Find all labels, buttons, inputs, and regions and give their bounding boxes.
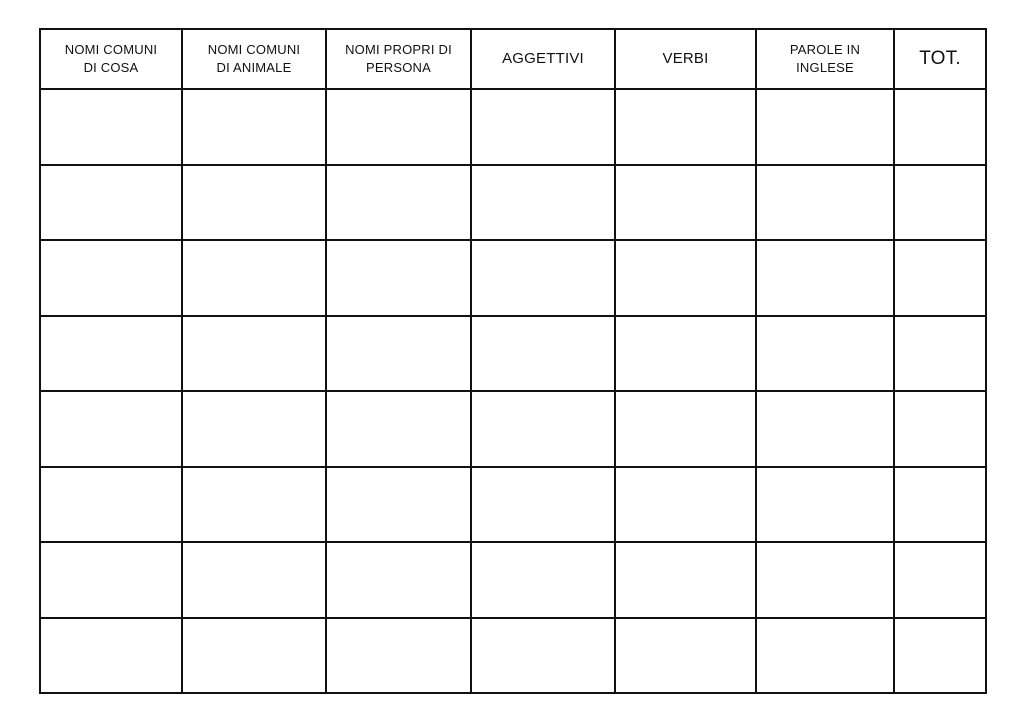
worksheet xyxy=(39,28,985,694)
table-cell[interactable] xyxy=(40,316,182,392)
table-cell[interactable] xyxy=(894,391,986,467)
table-cell[interactable] xyxy=(40,165,182,241)
header-nomi-comuni-di-animale: NOMI COMUNI DI ANIMALE xyxy=(182,29,326,89)
table-cell[interactable] xyxy=(326,240,471,316)
header-nomi-comuni-di-cosa: NOMI COMUNI DI COSA xyxy=(40,29,182,89)
header-row xyxy=(40,29,986,89)
table-cell[interactable] xyxy=(615,618,756,694)
table-cell[interactable] xyxy=(615,391,756,467)
table-cell[interactable] xyxy=(471,542,615,618)
table-cell[interactable] xyxy=(615,165,756,241)
table-cell[interactable] xyxy=(471,618,615,694)
table-cell[interactable] xyxy=(471,316,615,392)
table-row xyxy=(40,542,986,618)
table-cell[interactable] xyxy=(326,316,471,392)
header-nomi-propri-di-persona: NOMI PROPRI DI PERSONA xyxy=(326,29,471,89)
table-cell[interactable] xyxy=(326,89,471,165)
table-cell[interactable] xyxy=(756,316,894,392)
table-cell[interactable] xyxy=(756,542,894,618)
table-cell[interactable] xyxy=(894,165,986,241)
table-cell[interactable] xyxy=(615,467,756,543)
table-row xyxy=(40,467,986,543)
table-cell[interactable] xyxy=(894,316,986,392)
table-cell[interactable] xyxy=(471,391,615,467)
table-cell[interactable] xyxy=(40,542,182,618)
table-cell[interactable] xyxy=(894,618,986,694)
table-row xyxy=(40,240,986,316)
table-cell[interactable] xyxy=(756,618,894,694)
table-cell[interactable] xyxy=(182,165,326,241)
table-cell[interactable] xyxy=(756,467,894,543)
table-row xyxy=(40,89,986,165)
table-cell[interactable] xyxy=(756,391,894,467)
table-row xyxy=(40,165,986,241)
table-cell[interactable] xyxy=(894,542,986,618)
table-cell[interactable] xyxy=(182,618,326,694)
table-body xyxy=(40,89,986,693)
table-row xyxy=(40,316,986,392)
table-cell[interactable] xyxy=(40,89,182,165)
table-cell[interactable] xyxy=(471,89,615,165)
table-cell[interactable] xyxy=(471,467,615,543)
table-cell[interactable] xyxy=(326,467,471,543)
table-cell[interactable] xyxy=(471,240,615,316)
table-cell[interactable] xyxy=(326,542,471,618)
table-cell[interactable] xyxy=(615,89,756,165)
table-cell[interactable] xyxy=(182,391,326,467)
table-row xyxy=(40,391,986,467)
table-cell[interactable] xyxy=(182,240,326,316)
table-cell[interactable] xyxy=(326,618,471,694)
header-aggettivi: AGGETTIVI xyxy=(471,29,615,89)
table-cell[interactable] xyxy=(756,89,894,165)
table-row xyxy=(40,618,986,694)
header-parole-in-inglese: PAROLE IN INGLESE xyxy=(756,29,894,89)
table-cell[interactable] xyxy=(756,240,894,316)
table-cell[interactable] xyxy=(756,165,894,241)
table-cell[interactable] xyxy=(615,542,756,618)
header-tot: TOT. xyxy=(894,29,986,89)
table-cell[interactable] xyxy=(894,89,986,165)
table-cell[interactable] xyxy=(615,240,756,316)
word-category-table xyxy=(39,28,987,694)
table-cell[interactable] xyxy=(40,618,182,694)
table-cell[interactable] xyxy=(894,467,986,543)
header-verbi: VERBI xyxy=(615,29,756,89)
table-cell[interactable] xyxy=(894,240,986,316)
table-cell[interactable] xyxy=(326,165,471,241)
table-cell[interactable] xyxy=(40,391,182,467)
table-cell[interactable] xyxy=(40,467,182,543)
table-cell[interactable] xyxy=(326,391,471,467)
table-cell[interactable] xyxy=(182,316,326,392)
table-cell[interactable] xyxy=(182,542,326,618)
table-cell[interactable] xyxy=(615,316,756,392)
table-cell[interactable] xyxy=(40,240,182,316)
table-cell[interactable] xyxy=(471,165,615,241)
table-cell[interactable] xyxy=(182,467,326,543)
table-cell[interactable] xyxy=(182,89,326,165)
